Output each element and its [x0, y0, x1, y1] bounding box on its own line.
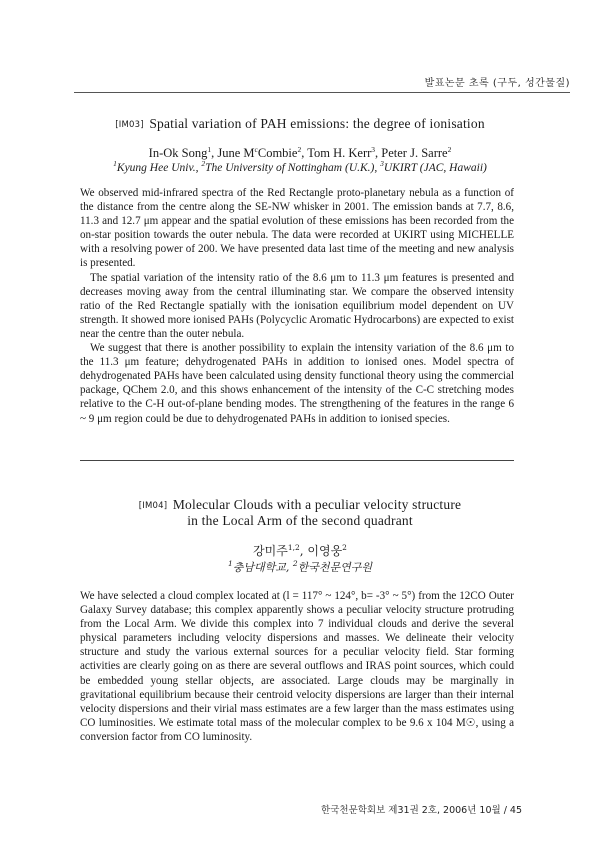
- affiliation-superscript: 1: [227, 559, 233, 568]
- abstract-title-text: Molecular Clouds with a peculiar velocity structure: [172, 497, 462, 512]
- abstract-title-line2: in the Local Arm of the second quadrant: [187, 513, 413, 528]
- author-separator: ,: [299, 544, 308, 558]
- affiliation: The University of Nottingham (U.K.),: [205, 162, 381, 174]
- abstract-code: [IM04]: [138, 501, 168, 511]
- author-separator: ,: [211, 146, 218, 160]
- author-name: June M: [217, 146, 255, 160]
- affiliation: 충남대학교,: [232, 561, 293, 574]
- abstract-paragraph: We have selected a cloud complex located at (l = 117° ~ 124°, b= -3° ~ 5°) from the 12CO Outer Galaxy Survey database; this complex apparently shows a peculiar velocity structure protruding from the Local Arm. We divide this complex into 7 individual clouds and derive the several physical parameters including velocity dispersions and masses. We delineate their velocity structure and study the various external sources for a peculiar velocity field. Star forming activities are clearly going on as there are several outflows and IRAS point sources, which could be embedded young stellar objects, are associated. Large clouds may be marginally in gravitational equilibrium because their centroid velocity dispersions are larger than their internal velocity dispersions and their virial mass estimates are a few larger than the mass estimates using CO luminosities. We estimate total mass of the molecular complex to be 9.6 x 104 M☉, using a conversion factor from CO luminosity.: [80, 590, 514, 743]
- abstract-title-text: Spatial variation of PAH emissions: the degree of ionisation: [149, 116, 485, 131]
- abstract-paragraph: The spatial variation of the intensity ratio of the 8.6 μm to 11.3 μm features is presented and decreases moving away from the central illuminating star. We compare the observed intensity ratio of the Red Rectangle spatially with the ionisation equilibrium model dependent on UV strength. It showed more ionised PAHs (Polycyclic Aromatic Hydrocarbons) are expected to exist near the centre than the outer nebula.: [80, 271, 514, 340]
- author-superscript: 1: [207, 145, 212, 154]
- abstract-code: [IM03]: [115, 120, 144, 130]
- author-separator: ,: [375, 146, 382, 160]
- author-name: 이영웅: [307, 544, 343, 558]
- header-rule: [74, 92, 570, 93]
- abstract-title: [0, 116, 600, 132]
- abstract-paragraph: We suggest that there is another possibility to explain the intensity variation of the 8.6 μm to the 11.3 μm feature; dehydrogenated PAHs in addition to ionised ones. Model spectra of dehydrogenated PAHs have been calculated using density functional theory using the commercial package, QChem 2.0, and this shows enhancement of the intensity of the C-C stretching modes relative to the C-H out-of-plane bending modes. The strengthening of the features in the range 6 ~ 9 μm region could be due to dehydrogenated PAHs in addition to ionised species.: [80, 342, 514, 425]
- affiliation-superscript: 1: [113, 159, 117, 168]
- affiliation: Kyung Hee Univ.,: [116, 162, 202, 174]
- abstract-paragraph: We observed mid-infrared spectra of the Red Rectangle proto-planetary nebula as a function of the distance from the centre along the SE-NW whisker in 2001. The emission bands at 7.7, 8.6, 11.3 and 12.7 μm appear and the spatial evolution of these emissions has been recorded from the on-star position towards the outer nebula. The data were recorded at UKIRT using MICHELLE with a resolving power of 200. We have presented data last time of the meeting and new analysis is presented.: [80, 187, 514, 270]
- author-name: Tom H. Kerr: [307, 146, 372, 160]
- abstract-divider: [80, 460, 514, 461]
- author-superscript: 2: [297, 145, 302, 154]
- author-superscript: 3: [371, 145, 376, 154]
- author-superscript: c: [254, 145, 258, 154]
- affiliation-list: [0, 159, 600, 174]
- author-superscript: 2: [342, 543, 347, 552]
- affiliation-superscript: 2: [292, 559, 298, 568]
- author-name-rest: Combie: [257, 146, 298, 160]
- author-superscript: 2: [447, 145, 452, 154]
- abstract-body: [80, 186, 514, 426]
- author-name: 강미주: [253, 544, 288, 558]
- abstract-title: [0, 497, 600, 513]
- affiliation: 한국천문연구원: [297, 561, 373, 574]
- author-list: [0, 146, 600, 161]
- author-separator: ,: [301, 146, 308, 160]
- affiliation-list: [0, 559, 600, 575]
- affiliation-superscript: 3: [380, 159, 384, 168]
- abstract-body: [80, 589, 514, 744]
- page-footer: 한국천문학회보 제31권 2호, 2006년 10월 / 45: [321, 805, 522, 816]
- section-header: 발표논문 초록 (구두, 성간물질): [424, 78, 570, 89]
- author-superscript: 1,2: [287, 543, 300, 552]
- author-name: Peter J. Sarre: [381, 146, 448, 160]
- affiliation-superscript: 2: [201, 159, 206, 168]
- author-name: In-Ok Song: [148, 146, 208, 160]
- affiliation: UKIRT (JAC, Hawaii): [383, 162, 487, 174]
- author-list: [0, 542, 600, 559]
